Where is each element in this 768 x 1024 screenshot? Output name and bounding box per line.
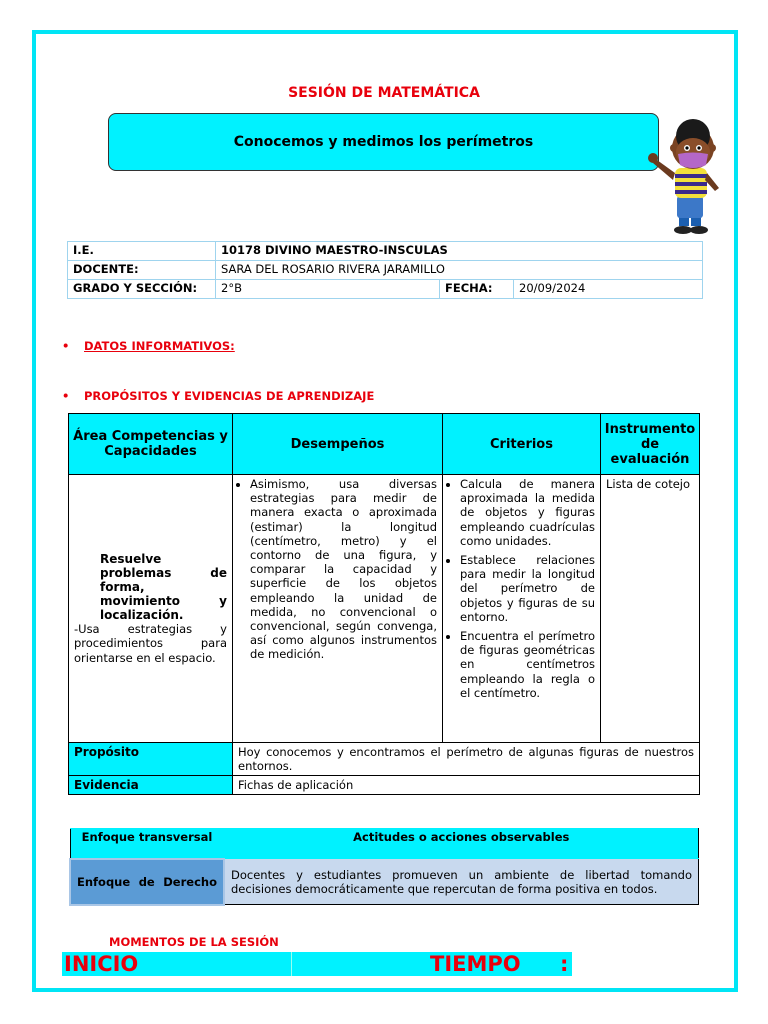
momentos-heading: MOMENTOS DE LA SESIÓN [109, 935, 279, 949]
desempeno-text: • Asimismo, usa diversas estrategias para medir de manera exacta o aproximada (estimar) la longitud (centímetro, metro) y el contorno de una figura, y comparar la capacidad y superficie de los objetos empleando la unidad de medida, no convencional o convencional, según convenga, así como algunos instrumentos de medición. [250, 477, 437, 662]
criterio-item: • Calcula de manera aproximada la medida de objetos y figuras empleando cuadrículas como unidades. [460, 477, 595, 548]
inicio-bar [62, 952, 572, 976]
bullet-icon: • [62, 389, 70, 403]
striped-shirt [675, 168, 707, 198]
info-table [67, 241, 703, 299]
inicio-label: INICIO [64, 952, 139, 976]
header-instrumento: Instrumento de evaluación [601, 414, 700, 475]
criterios-cell [443, 475, 601, 743]
evidencia-row [69, 776, 700, 795]
enfoque-header-right: Actitudes o acciones observables [224, 829, 699, 859]
criterio-item: • Establece relaciones para medir la longitud del perímetro de objetos y figuras de su entorno. [460, 553, 595, 624]
competencia-capacidad: -Usa estrategias y procedimientos para orientarse en el espacio. [74, 622, 227, 665]
proposito-value: Hoy conocemos y encontramos el perímetro de algunas figuras de nuestros entornos. [233, 743, 700, 776]
grado-value: 2°B [216, 280, 440, 299]
info-row-docente [68, 261, 703, 280]
propositos-heading: • PROPÓSITOS Y EVIDENCIAS DE APRENDIZAJE [62, 389, 375, 403]
enfoque-header-left: Enfoque transversal [70, 829, 224, 859]
ie-label: I.E. [68, 242, 216, 261]
evidencia-value: Fichas de aplicación [233, 776, 700, 795]
proposito-row [69, 743, 700, 776]
banner-text: Conocemos y medimos los perímetros [233, 134, 534, 150]
header-desempenos: Desempeños [233, 414, 443, 475]
enfoque-text: Docentes y estudiantes promueven un ambiente de libertad tomando decisiones democráticamente que repercutan de forma positiva en todos. [224, 859, 699, 905]
grado-label: GRADO Y SECCIÓN: [68, 280, 216, 299]
enfoque-name: Enfoque de Derecho [70, 859, 224, 905]
table-header-row [69, 414, 700, 475]
info-row-ie [68, 242, 703, 261]
competencias-table [68, 413, 700, 795]
fecha-value: 20/09/2024 [514, 280, 703, 299]
table-row [69, 475, 700, 743]
enfoque-header-row [70, 829, 699, 859]
datos-heading: • DATOS INFORMATIVOS: [62, 339, 235, 353]
face-mask [678, 153, 708, 169]
session-banner [108, 113, 659, 171]
child-illustration [645, 118, 735, 236]
enfoque-row [70, 859, 699, 905]
tiempo-label: TIEMPO [430, 952, 521, 976]
tiempo-colon: : [560, 952, 569, 976]
competencia-cell [69, 475, 233, 743]
docente-value: SARA DEL ROSARIO RIVERA JARAMILLO [216, 261, 703, 280]
evidencia-label: Evidencia [69, 776, 233, 795]
instrumento-cell: Lista de cotejo [601, 475, 700, 743]
bar-divider [291, 952, 292, 976]
competencia-title: Resuelve problemas de forma, movimiento y localización. [100, 552, 227, 623]
header-criterios: Criterios [443, 414, 601, 475]
ie-value: 10178 DIVINO MAESTRO-INSCULAS [216, 242, 703, 261]
bullet-icon: • [62, 339, 70, 353]
header-area: Área Competencias y Capacidades [69, 414, 233, 475]
info-row-grado [68, 280, 703, 299]
docente-label: DOCENTE: [68, 261, 216, 280]
proposito-label: Propósito [69, 743, 233, 776]
fecha-label: FECHA: [440, 280, 514, 299]
criterio-item: • Encuentra el perímetro de figuras geométricas en centímetros empleando la regla o el centímetro. [460, 629, 595, 700]
desempeno-cell [233, 475, 443, 743]
session-title: SESIÓN DE MATEMÁTICA [288, 85, 480, 101]
enfoque-table [69, 828, 699, 906]
